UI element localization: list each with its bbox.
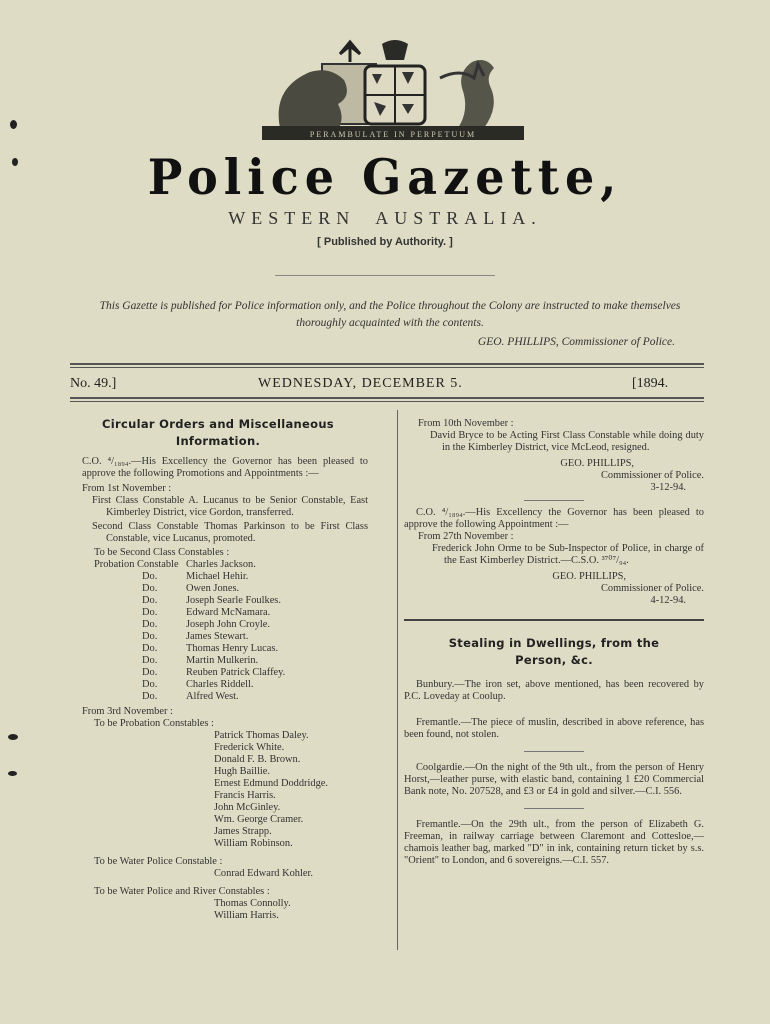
roster-name: Thomas Connolly.: [214, 898, 291, 909]
date-line: From 3rd November :: [82, 706, 173, 717]
roster-row: Do. Michael Hehir.: [142, 571, 249, 582]
date-line: From 27th November :: [418, 531, 514, 542]
issue-number: No. 49.]: [70, 376, 117, 391]
roster-row: Do. Martin Mulkerin.: [142, 655, 259, 666]
roster-row: Do. Joseph John Croyle.: [142, 619, 270, 630]
signature-name: GEO. PHILLIPS,: [560, 458, 634, 469]
rank-heading: To be Water Police Constable :: [94, 856, 223, 867]
roster-row: Do. Joseph Searle Foulkes.: [142, 595, 281, 606]
report-entry: Coolgardie.—On the night of the 9th ult., from the person of Henry Horst,—leather purse, with elastic band, containing 1 £20 Commercial Bank note, No. 207528, and £3 or £4 in gold and silver.—C.I. 556.: [404, 762, 704, 797]
report-entry: Bunbury.—The iron set, above mentioned, has been recovered by P.C. Loveday at Coolup.: [404, 679, 704, 702]
roster-name: William Harris.: [214, 910, 279, 921]
ink-spot: [8, 734, 18, 740]
notice-signature: GEO. PHILLIPS, Commissioner of Police.: [477, 336, 675, 348]
rank-heading: To be Probation Constables :: [94, 718, 214, 729]
roster-row: Do. Owen Jones.: [142, 583, 240, 594]
right-column: [404, 418, 704, 867]
roster-name: Conrad Edward Kohler.: [214, 868, 313, 879]
divider: [524, 751, 584, 752]
circular-order-intro: C.O. ⁴/₁₈₉₄.—His Excellency the Governor has been pleased to approve the following Promotions and Appointments :—: [82, 456, 368, 479]
roster-row: Do. Thomas Henry Lucas.: [142, 643, 279, 654]
roster-row: Do. James Stewart.: [142, 631, 249, 642]
roster-row: Do. Edward McNamara.: [142, 607, 271, 618]
rank-heading: To be Water Police and River Constables :: [94, 886, 270, 897]
signature-date: 3-12-94.: [650, 482, 686, 493]
divider: [524, 808, 584, 809]
divider: [404, 619, 704, 621]
divider: [275, 275, 495, 276]
roster-row: Do. Alfred West.: [142, 691, 239, 702]
circular-order-intro: C.O. ⁴/₁₈₉₄.—His Excellency the Governor has been pleased to approve the following Appointment :—: [404, 507, 704, 530]
appointment-item: Second Class Constable Thomas Parkinson to be First Class Constable, vice Lucanus, promoted.: [92, 521, 368, 544]
column-divider: [397, 410, 398, 950]
signature-name: GEO. PHILLIPS,: [552, 571, 626, 582]
roster-row: Do. Reuben Patrick Claffey.: [142, 667, 286, 678]
date-line: From 10th November :: [418, 418, 514, 429]
signature-title: Commissioner of Police.: [600, 583, 704, 594]
divider: [70, 363, 704, 365]
section-heading: Stealing in Dwellings, from the Person, &c.: [448, 636, 660, 667]
divider: [70, 397, 704, 399]
roster-row: Probation Constable Charles Jackson.: [94, 559, 256, 570]
crest-motto: PERAMBULATE IN PERPETUUM: [309, 130, 477, 139]
ink-spot: [8, 771, 17, 776]
roster-name: Francis Harris.: [214, 790, 276, 801]
appointment-item: David Bryce to be Acting First Class Constable while doing duty in the Kimberley District, vice McLeod, resigned.: [430, 430, 704, 453]
roster-name: Frederick White.: [214, 742, 285, 753]
roster-name: William Robinson.: [214, 838, 293, 849]
roster-name: Donald F. B. Brown.: [214, 754, 301, 765]
divider: [524, 500, 584, 501]
issue-year: [1894.: [632, 376, 669, 391]
ink-spot: [10, 120, 17, 129]
issue-date: WEDNESDAY, DECEMBER 5.: [258, 376, 463, 391]
roster-name: Ernest Edmund Doddridge.: [214, 778, 328, 789]
roster-name: Wm. George Cramer.: [214, 814, 304, 825]
appointment-item: Frederick John Orme to be Sub-Inspector of Police, in charge of the East Kimberley District.—C.S.O. ³⁷⁰⁷/₉₄.: [432, 543, 704, 566]
section-heading: Circular Orders and Miscellaneous Information.: [102, 417, 334, 448]
roster-name: Patrick Thomas Daley.: [214, 730, 309, 741]
signature-date: 4-12-94.: [650, 595, 686, 606]
signature-title: Commissioner of Police.: [600, 470, 704, 481]
authority-line: [ Published by Authority. ]: [317, 236, 453, 248]
divider: [70, 401, 704, 402]
gazette-title: Police Gazette,: [147, 148, 623, 206]
left-column: [68, 416, 368, 922]
gazette-subtitle: WESTERN AUSTRALIA.: [228, 208, 542, 228]
roster-row: Do. Charles Riddell.: [142, 679, 254, 690]
notice-text: This Gazette is published for Police information only, and the Police throughout the Colony are instructed to make themselves thoroughly acquainted with the contents.: [99, 300, 681, 329]
report-entry: Fremantle.—The piece of muslin, described in above reference, has been found, not stolen.: [404, 717, 704, 740]
royal-coat-of-arms-icon: [262, 38, 524, 142]
date-line: From 1st November :: [82, 483, 172, 494]
appointment-item: First Class Constable A. Lucanus to be Senior Constable, East Kimberley District, vice Gordon, transferred.: [92, 495, 368, 518]
roster-name: James Strapp.: [214, 826, 272, 837]
report-entry: Fremantle.—On the 29th ult., from the person of Elizabeth G. Freeman, in railway carriage between Claremont and Cottesloe,—chamois leather bag, marked "D" in ink, containing return ticket by s.s. "Orient" to London, and 6 sovereigns.—C.I. 557.: [404, 819, 704, 866]
rank-heading: To be Second Class Constables :: [94, 547, 230, 558]
roster-name: Hugh Baillie.: [214, 766, 270, 777]
divider: [70, 367, 704, 368]
roster-name: John McGinley.: [214, 802, 281, 813]
